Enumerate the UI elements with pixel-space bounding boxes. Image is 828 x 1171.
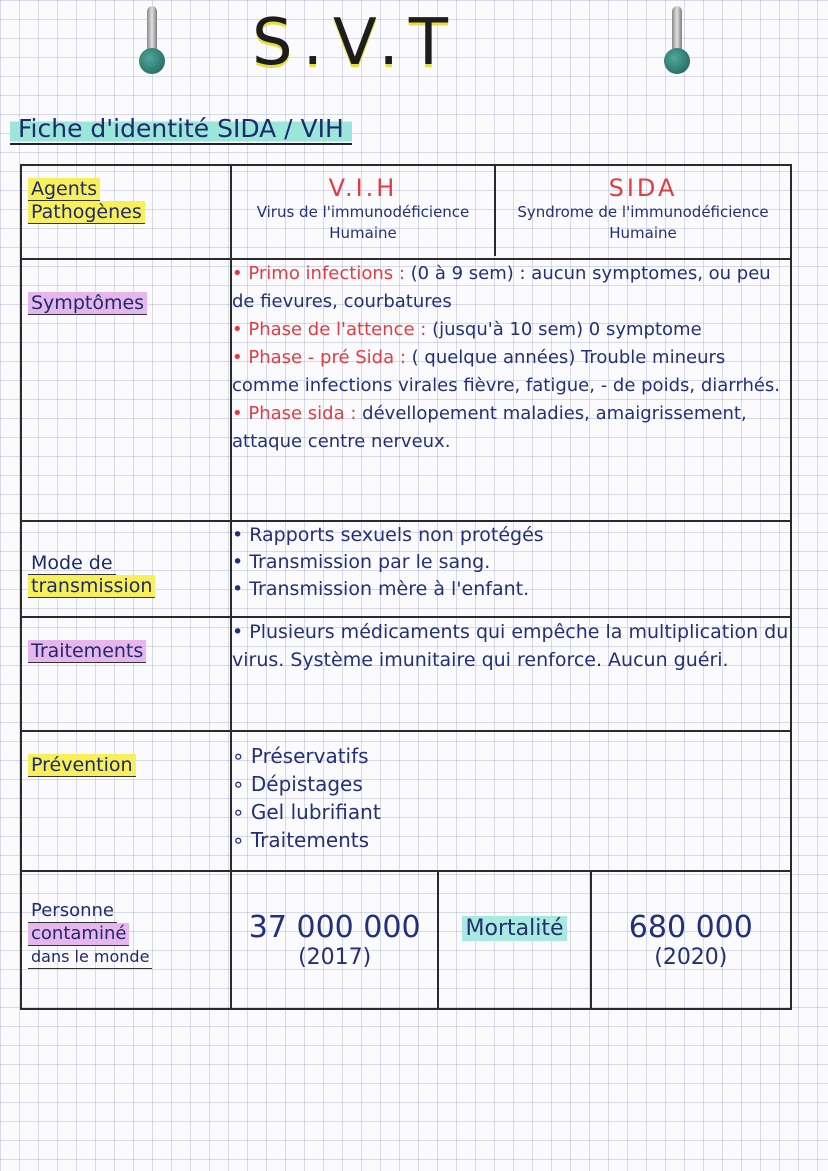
subtitle-container [10, 112, 352, 145]
label-cell-symptomes [21, 259, 231, 521]
prevention-item: ∘ Préservatifs [232, 744, 369, 768]
symptom-presida: • Phase - pré Sida : ( quelque années) Trouble mineurs comme infections virales fièvre, fatigue, - de poids, diarrhés. [232, 347, 781, 396]
label-prevention: Prévention [28, 754, 136, 777]
page-title: S.V.T [252, 6, 458, 80]
label-cell-traitements [21, 617, 231, 731]
label-cell-stats [21, 871, 231, 1009]
row-transmission [21, 521, 791, 617]
prevention-item: ∘ Dépistages [232, 772, 363, 796]
label-cell-prevention [21, 731, 231, 871]
symptomes-content [231, 259, 791, 521]
vih-cell [232, 166, 496, 256]
row-prevention [21, 731, 791, 871]
label-transmission-line1: Mode de [28, 552, 116, 575]
symptom-primo: • Primo infections : (0 à 9 sem) : aucun symptomes, ou peu de fievures, courbatures [232, 263, 771, 312]
label-agents-line2: Pathogènes [28, 201, 145, 224]
row-symptomes [21, 259, 791, 521]
traitements-text: • Plusieurs médicaments qui empêche la multiplication du virus. Système imunitaire qui renforce. Aucun guéri. [232, 621, 789, 671]
label-cell-transmission [21, 521, 231, 617]
contamines-year: (2017) [298, 945, 372, 970]
page-subtitle: Fiche d'identité SIDA / VIH [10, 112, 352, 145]
symptom-attente: • Phase de l'attence : (jusqu'à 10 sem) 0 symptome [232, 319, 702, 340]
transmission-item: • Transmission par le sang. [232, 551, 491, 573]
agents-content [231, 165, 791, 259]
mortalite-label-cell [438, 871, 590, 1009]
mortalite-value-cell [591, 871, 791, 1009]
label-traitements: Traitements [28, 640, 146, 663]
transmission-item: • Transmission mère à l'enfant. [232, 578, 530, 600]
identity-table [20, 164, 792, 1010]
transmission-item: • Rapports sexuels non protégés [232, 524, 544, 546]
sida-abbr: SIDA [608, 174, 678, 202]
traitements-content [231, 617, 791, 731]
label-agents-line1: Agents [28, 178, 100, 201]
mortalite-value: 680 000 [628, 910, 753, 945]
row-stats [21, 871, 791, 1009]
prevention-item: ∘ Traitements [232, 828, 370, 852]
label-cell-agents [21, 165, 231, 259]
vih-full: Virus de l'immunodéficience Humaine [256, 203, 470, 242]
prevention-content [231, 731, 791, 871]
vih-abbr: V.I.H [328, 174, 398, 202]
mortalite-year: (2020) [654, 945, 728, 970]
label-symptomes: Symptômes [28, 292, 147, 315]
mortalite-label: Mortalité [462, 916, 568, 941]
row-traitements [21, 617, 791, 731]
binder-ring-left [137, 6, 167, 76]
binder-ring-right [662, 6, 692, 76]
contamines-value: 37 000 000 [248, 910, 421, 945]
contamines-cell [231, 871, 438, 1009]
label-stats-line3: dans le monde [28, 946, 152, 969]
symptom-sida: • Phase sida : dévellopement maladies, amaigrissement, attaque centre nerveux. [232, 403, 747, 452]
sida-full: Syndrome de l'immunodéficience Humaine [517, 203, 769, 242]
sida-cell [496, 166, 790, 256]
row-agents [21, 165, 791, 259]
transmission-content [231, 521, 791, 617]
prevention-item: ∘ Gel lubrifiant [232, 800, 381, 824]
label-stats-line2: contaminé [28, 923, 129, 946]
label-stats-line1: Personne [28, 900, 117, 923]
label-transmission-line2: transmission [28, 575, 155, 598]
